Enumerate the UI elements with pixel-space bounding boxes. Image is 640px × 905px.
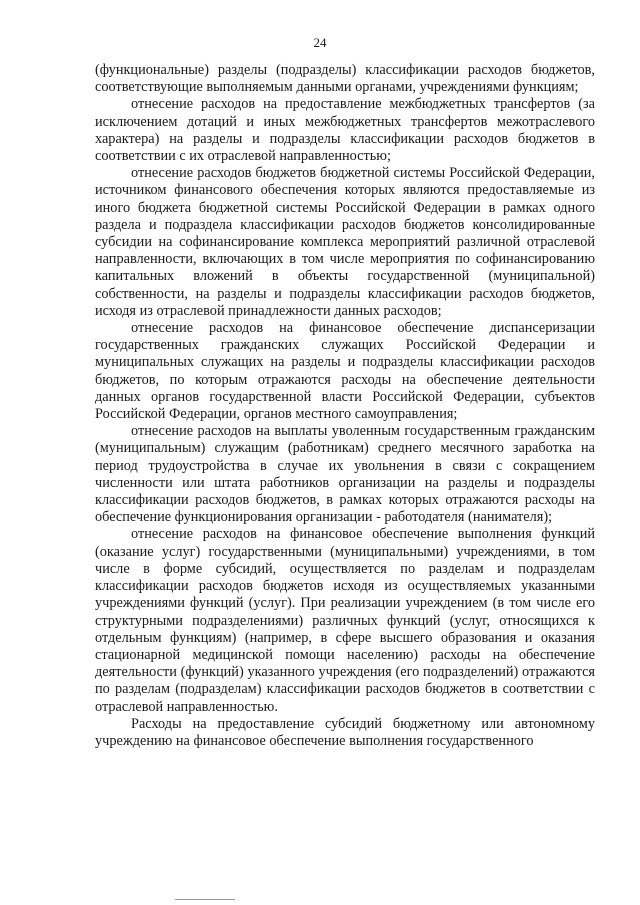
paragraph-institution-functions: отнесение расходов на финансовое обеспечение выполнения функций (оказание услуг) государственными (муниципальными) учреждениями, в том числе в форме субсидий, осуществляется по разделам и подразделам классификации расходов бюджетов исходя из осуществляемых указанными учреждениями функций (услуг). При реализации учреждением (в том числе его структурными подразделениями) различных функций (услуг, относящихся к отдельным функциям) (например, в сфере высшего образования и оказания стационарной медицинской помощи населению) расходы на обеспечение деятельности (функций) указанного учреждения (его подразделений) отражаются по разделам (подразделам) классификации расходов бюджетов в соответствии с отраслевой направленностью. bbox=[95, 526, 595, 715]
paragraph-subsidies-to-institutions: Расходы на предоставление субсидий бюджетному или автономному учреждению на финансовое обеспечение выполнения государственного bbox=[95, 715, 595, 749]
paragraph-consolidated-subsidies: отнесение расходов бюджетов бюджетной системы Российской Федерации, источником финансового обеспечения которых являются предоставляемые из иного бюджета бюджетной системы Российской Федерации в рамках одного раздела и подраздела классификации расходов бюджетов консолидированные субсидии на софинансирование комплекса мероприятий различной отраслевой направленности, включающих в том числе мероприятия по софинансированию капитальных вложений в объекты государственной (муниципальной) собственности, на разделы и подразделы классификации расходов бюджетов, исходя из отраслевой принадлежности данных расходов; bbox=[95, 165, 595, 319]
paragraph-functional-sections: (функциональные) разделы (подразделы) классификации расходов бюджетов, соответствующие выполняемым данными органами, учреждениями функциям; bbox=[95, 62, 595, 96]
paragraph-interbudget-transfers: отнесение расходов на предоставление межбюджетных трансфертов (за исключением дотаций и иных межбюджетных трансфертов межотраслевого характера) на разделы и подразделы классификации расходов бюджетов в соответствии с их отраслевой направленностью; bbox=[95, 96, 595, 165]
document-body bbox=[95, 62, 595, 750]
paragraph-medical-examination: отнесение расходов на финансовое обеспечение диспансеризации государственных гражданских служащих Российской Федерации и муниципальных служащих на разделы и подразделы классификации расходов бюджетов, по которым отражаются расходы на обеспечение деятельности данных органов государственной власти Российской Федерации, субъектов Российской Федерации, органов местного самоуправления; bbox=[95, 320, 595, 423]
page-number: 24 bbox=[313, 35, 327, 50]
paragraph-dismissed-employees: отнесение расходов на выплаты уволенным государственным гражданским (муниципальным) служащим (работникам) среднего месячного заработка на период трудоустройства в случае их увольнения в связи с сокращением численности или штата работников организации на разделы и подразделы классификации расходов бюджетов, в рамках которых отражаются расходы на обеспечение функционирования организации - работодателя (нанимателя); bbox=[95, 423, 595, 526]
scan-edge-divider bbox=[175, 899, 235, 900]
